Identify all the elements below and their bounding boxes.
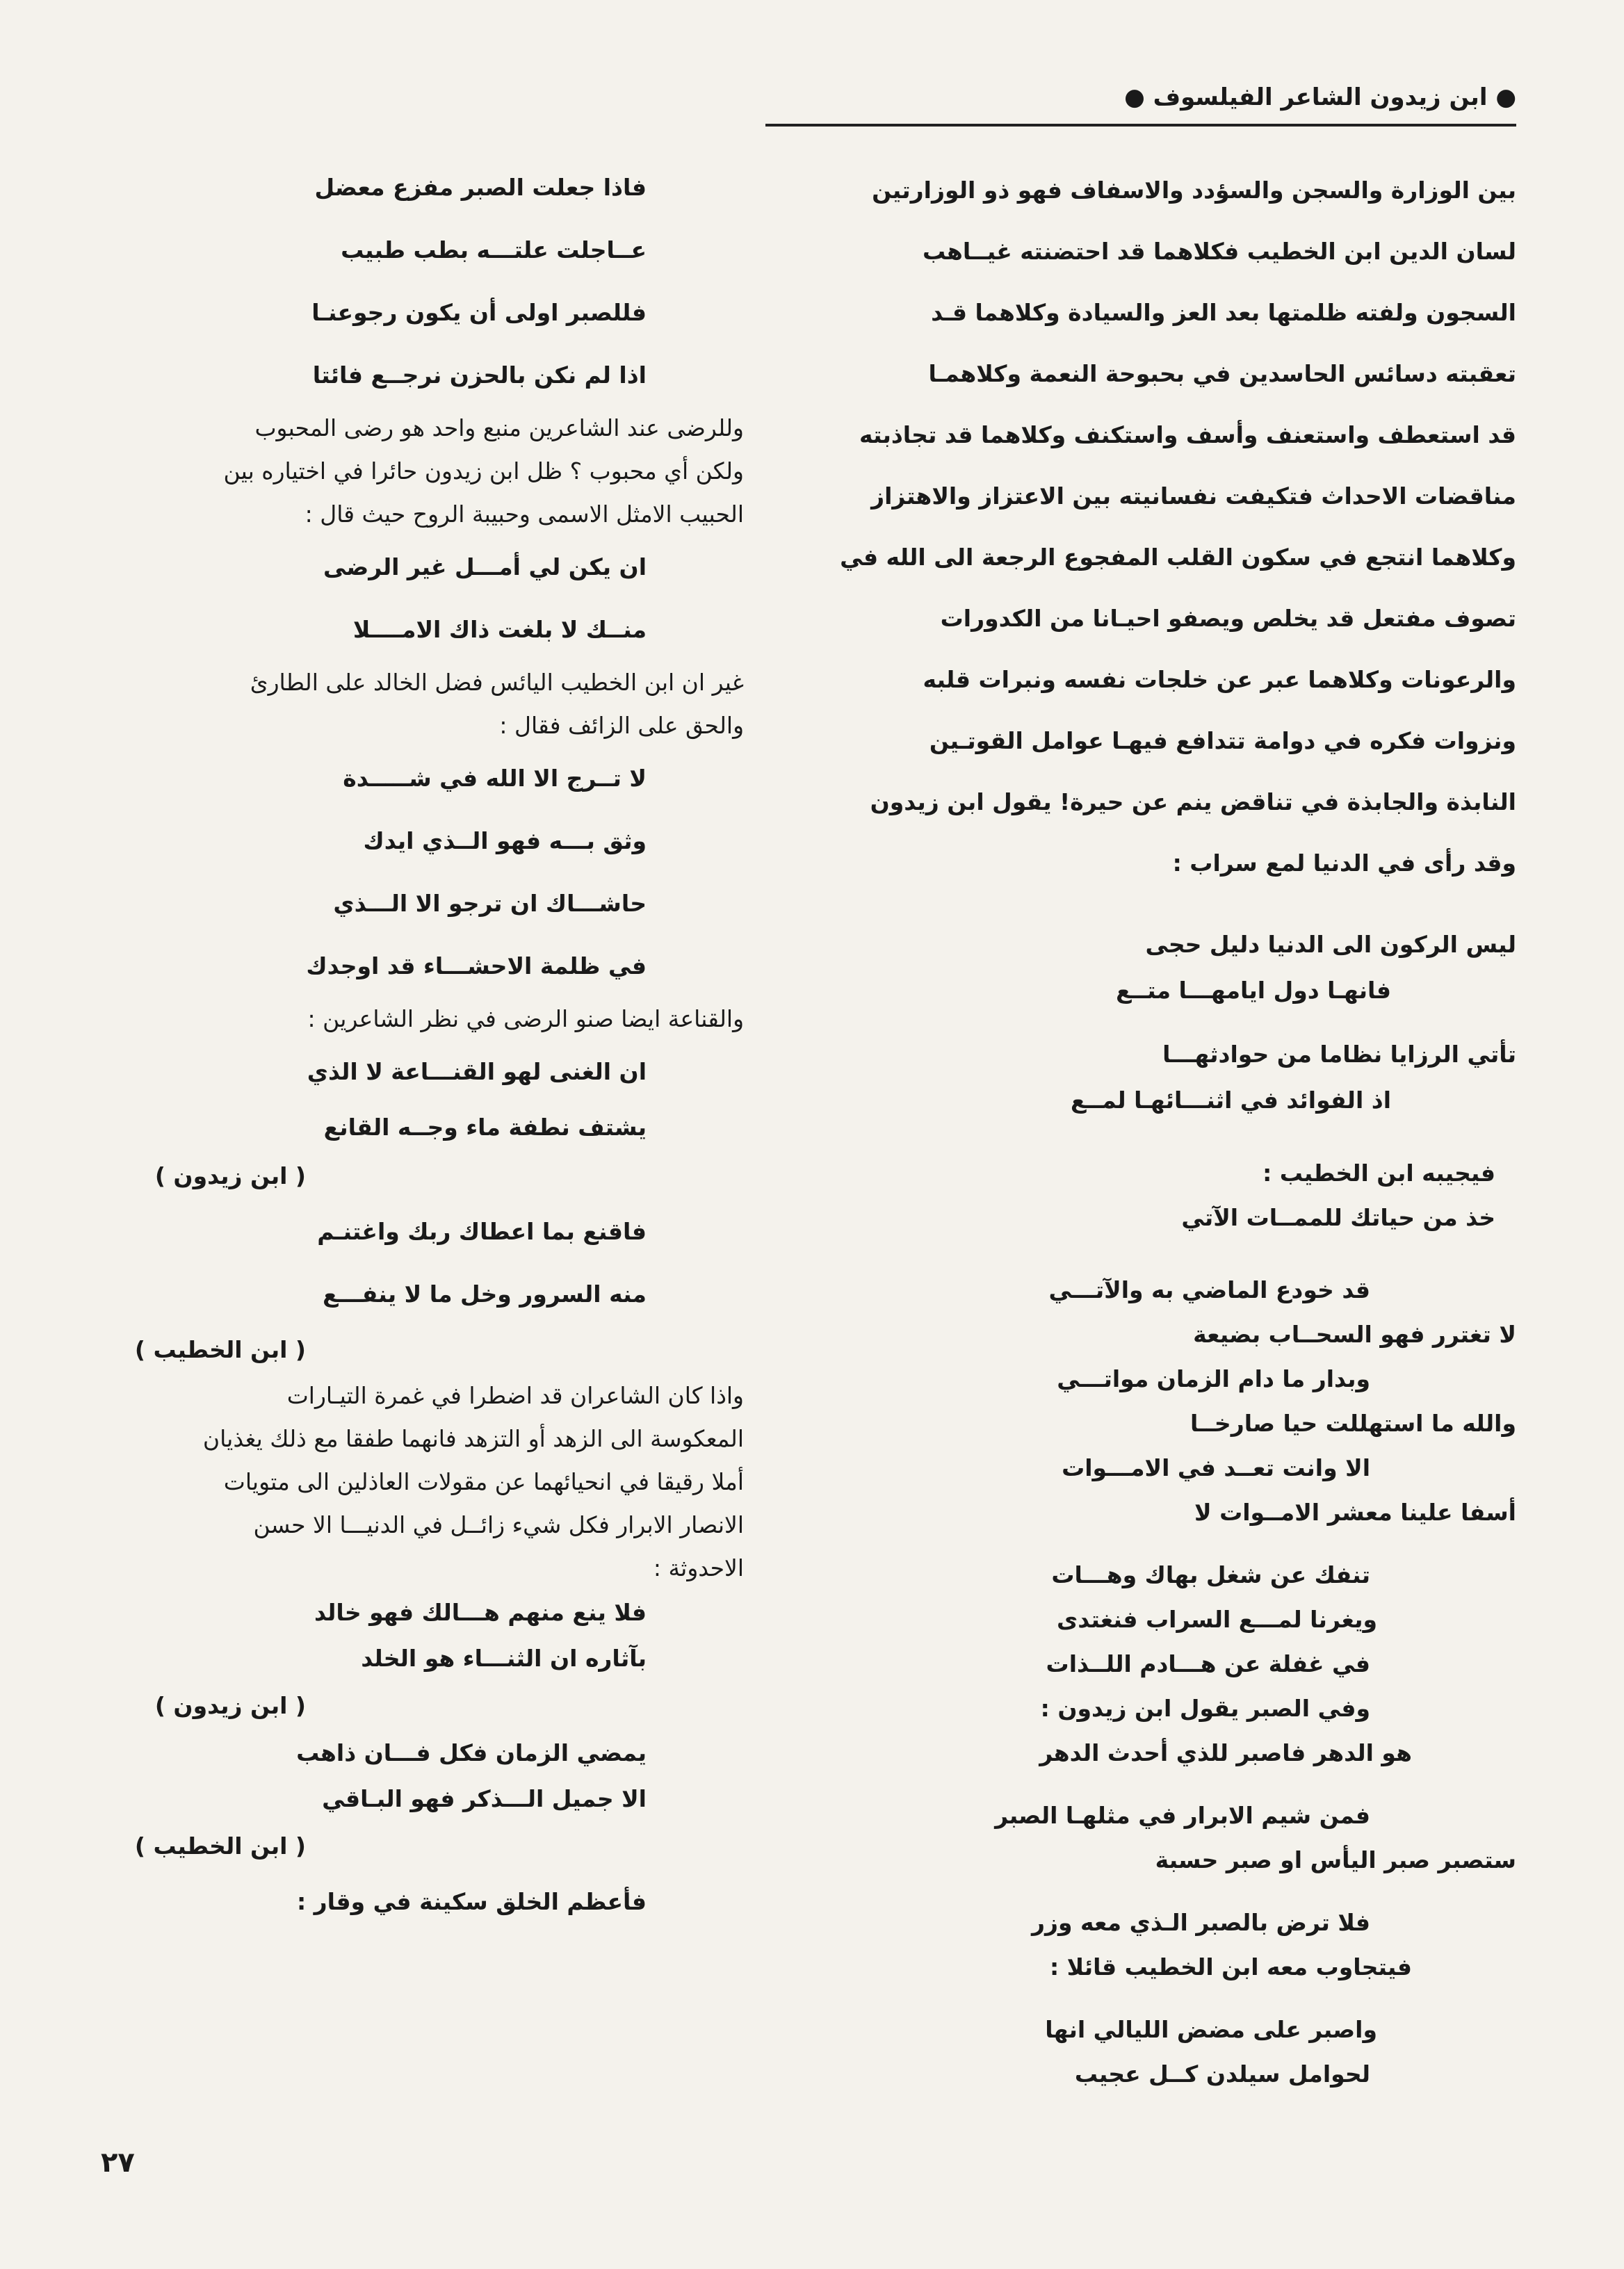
attribution: ( ابن الخطيب ) bbox=[134, 1832, 306, 1860]
header-title: ابن زيدون الشاعر الفيلسوف bbox=[1153, 83, 1488, 111]
verse-line: الا جميل الـــذكر فهو البـاقي bbox=[322, 1785, 647, 1812]
text-line: لسان الدين ابن الخطيب فكلاهما قد احتضنته غيــاهب bbox=[923, 238, 1516, 265]
text-line: وللرضى عند الشاعرين منبع واحد هو رضى المحبوب bbox=[254, 414, 744, 441]
verse-line: فللصبر اولى أن يكون رجوعنـا bbox=[311, 299, 647, 326]
text-line: الاحدوثة : bbox=[653, 1554, 744, 1581]
left-column bbox=[49, 156, 744, 1933]
attribution: ( ابن زيدون ) bbox=[154, 1162, 306, 1189]
text-line: أملا رقيقا في انحيائهما عن مقولات العاذلين الى متويات bbox=[223, 1468, 744, 1495]
text-line: تعقبته دسائس الحاسدين في بحبوحة النعمة وكلاهمـا bbox=[928, 360, 1516, 387]
verse-line: فاذا جعلت الصبر مفزع معضل bbox=[314, 174, 647, 201]
verse-stanza bbox=[49, 536, 744, 661]
page-number: ٢٧ bbox=[101, 2147, 135, 2179]
text-line: والحق على الزائف فقال : bbox=[499, 712, 744, 739]
verse-stanza bbox=[49, 1590, 744, 1933]
text-line: الانصار الابرار فكل شيء زائــل في الدنيـــا الا حسن bbox=[253, 1511, 744, 1538]
text-line: قد استعطف واستعنف وأسف واستكنف وكلاهما قد تجاذبته bbox=[859, 421, 1516, 448]
bullet-icon: ● bbox=[1495, 83, 1516, 111]
verse-line: تأتي الرزايا نظاما من حوادثهـــا bbox=[1162, 1041, 1516, 1068]
verse-line: في غفلة عن هـــادم اللــذات bbox=[1046, 1650, 1370, 1677]
verse-stanza bbox=[49, 156, 744, 407]
text-line: تصوف مفتعل قد يخلص ويصفو احيـانا من الكدورات bbox=[940, 605, 1516, 632]
attribution: ( ابن زيدون ) bbox=[154, 1692, 306, 1719]
verse-line: منه السرور وخل ما لا ينفـــع bbox=[323, 1280, 647, 1308]
verse-line: فلا ترض بالصبر الـذي معه وزر bbox=[1032, 1909, 1370, 1936]
verse-line: واصبر على مضض الليالي انها bbox=[1045, 2016, 1377, 2043]
prose-paragraph bbox=[49, 1374, 744, 1590]
verse-line: وثق بـــه فهو الــذي ايدك bbox=[363, 827, 647, 854]
verse-stanza bbox=[49, 1041, 744, 1374]
verse-line: أسفا علينا معشر الامــوات لا bbox=[1194, 1499, 1516, 1526]
intro-line: فيتجاوب معه ابن الخطيب قائلا : bbox=[1050, 1953, 1412, 1981]
text-line: وكلاهما انتجع في سكون القلب المفجوع الرجعة الى الله في bbox=[840, 544, 1516, 571]
text-line: والقناعة ايضا صنو الرضى في نظر الشاعرين : bbox=[307, 1005, 744, 1032]
text-line: بين الوزارة والسجن والسؤدد والاسفاف فهو ذو الوزارتين bbox=[872, 177, 1516, 204]
attribution: ( ابن الخطيب ) bbox=[134, 1336, 306, 1363]
verse-line: فمن شيم الابرار في مثلهـا الصبر bbox=[995, 1802, 1370, 1829]
verse-line: يمضي الزمان فكل فـــان ذاهب bbox=[296, 1739, 647, 1766]
intro-line: وفي الصبر يقول ابن زيدون : bbox=[1040, 1695, 1370, 1722]
text-line: السجون ولفته ظلمتها بعد العز والسيادة وكلاهما قـد bbox=[931, 299, 1516, 326]
verse-line: ان يكن لي أمـــل غير الرضى bbox=[323, 553, 647, 580]
verse-line: لا تغترر فهو السحــاب بضيعة bbox=[1193, 1321, 1516, 1348]
text-line: والرعونات وكلاهما عبر عن خلجات نفسه ونبرات قلبه bbox=[923, 666, 1516, 693]
verse-line: هو الدهر فاصبر للذي أحدث الدهر bbox=[1039, 1739, 1412, 1766]
intro-line: فيجيبه ابن الخطيب : bbox=[1262, 1160, 1495, 1187]
verse-line: قد خودع الماضي به والآتـــي bbox=[1048, 1276, 1370, 1303]
right-column bbox=[765, 160, 1516, 2097]
prose-paragraph bbox=[49, 661, 744, 747]
verse-line: فأعظم الخلق سكينة في وقار : bbox=[296, 1888, 647, 1915]
verse-line: ستصبر صبر اليأس او صبر حسبة bbox=[1155, 1846, 1516, 1873]
text-line: وقد رأى في الدنيا لمع سراب : bbox=[1172, 849, 1516, 877]
verse-line: بآثاره ان الثنـــاء هو الخلد bbox=[361, 1645, 647, 1672]
verse-line: ويغرنا لمـــع السراب فنغتدى bbox=[1057, 1606, 1377, 1633]
text-line: ولكن أي محبوب ؟ ظل ابن زيدون حائرا في اختياره بين bbox=[223, 457, 744, 485]
verse-stanza bbox=[49, 747, 744, 998]
verse-line: في ظلمة الاحشـــاء قد اوجدك bbox=[306, 952, 647, 979]
text-line: مناقضات الاحداث فتكيفت نفسانيته بين الاعتزاز والاهتزاز bbox=[871, 482, 1516, 510]
verse-line: فانهـا دول ايامهـــا متــع bbox=[1116, 977, 1391, 1004]
verse-line: والله ما استهللت حيا صارخــا bbox=[1189, 1410, 1516, 1437]
verse-stanza bbox=[765, 922, 1516, 1123]
running-header bbox=[765, 83, 1516, 127]
verse-line: وبدار ما دام الزمان مواتـــي bbox=[1057, 1365, 1370, 1392]
verse-line: اذ الفوائد في اثنـــائهـا لمــع bbox=[1071, 1087, 1391, 1114]
verse-line: يشتف نطفة ماء وجــه القانع bbox=[323, 1114, 647, 1141]
verse-stanza bbox=[765, 1151, 1516, 1686]
verse-line: حاشـــاك ان ترجو الا الـــذي bbox=[333, 890, 647, 917]
verse-line: لا تــرج الا الله في شـــــدة bbox=[343, 765, 647, 792]
prose-paragraph bbox=[49, 998, 744, 1041]
verse-line: خذ من حياتك للممــات الآتي bbox=[1181, 1204, 1495, 1231]
text-line: واذا كان الشاعران قد اضطرا في غمرة التيـارات bbox=[286, 1382, 744, 1409]
prose-paragraph bbox=[765, 160, 1516, 894]
verse-line: الا وانت تعــد في الامـــوات bbox=[1062, 1454, 1370, 1481]
verse-line: لحوامل سيلدن كــل عجيب bbox=[1074, 2060, 1370, 2088]
verse-stanza bbox=[765, 1686, 1516, 2097]
text-line: المعكوسة الى الزهد أو التزهد فانهما طفقا مع ذلك يغذيان bbox=[202, 1425, 744, 1452]
prose-paragraph bbox=[49, 407, 744, 536]
verse-line: اذا لم نكن بالحزن نرجــع فائتا bbox=[312, 361, 647, 389]
text-line: الحبيب الامثل الاسمى وحبيبة الروح حيث قال : bbox=[304, 501, 744, 528]
bullet-icon: ● bbox=[1124, 83, 1145, 111]
text-line: النابذة والجابذة في تناقض ينم عن حيرة! يقول ابن زيدون bbox=[870, 788, 1516, 815]
verse-line: ليس الركون الى الدنيا دليل حجى bbox=[1145, 931, 1516, 958]
verse-line: تنفك عن شغل بهاك وهـــات bbox=[1051, 1561, 1370, 1588]
text-line: ونزوات فكره في دوامة تتدافع فيهـا عوامل القوتـين bbox=[929, 727, 1516, 754]
verse-line: ان الغنى لهو القنـــاعة لا الذي bbox=[307, 1058, 647, 1085]
text-line: غير ان ابن الخطيب اليائس فضل الخالد على الطارئ bbox=[250, 669, 744, 696]
verse-line: منــك لا بلغت ذاك الامــــلا bbox=[352, 616, 647, 643]
verse-line: فاقنع بما اعطاك ربك واغتنـم bbox=[317, 1218, 647, 1245]
verse-line: عــاجلت علتـــه بطب طبيب bbox=[341, 236, 647, 263]
verse-line: فلا ينع منهم هـــالك فهو خالد bbox=[314, 1599, 647, 1626]
